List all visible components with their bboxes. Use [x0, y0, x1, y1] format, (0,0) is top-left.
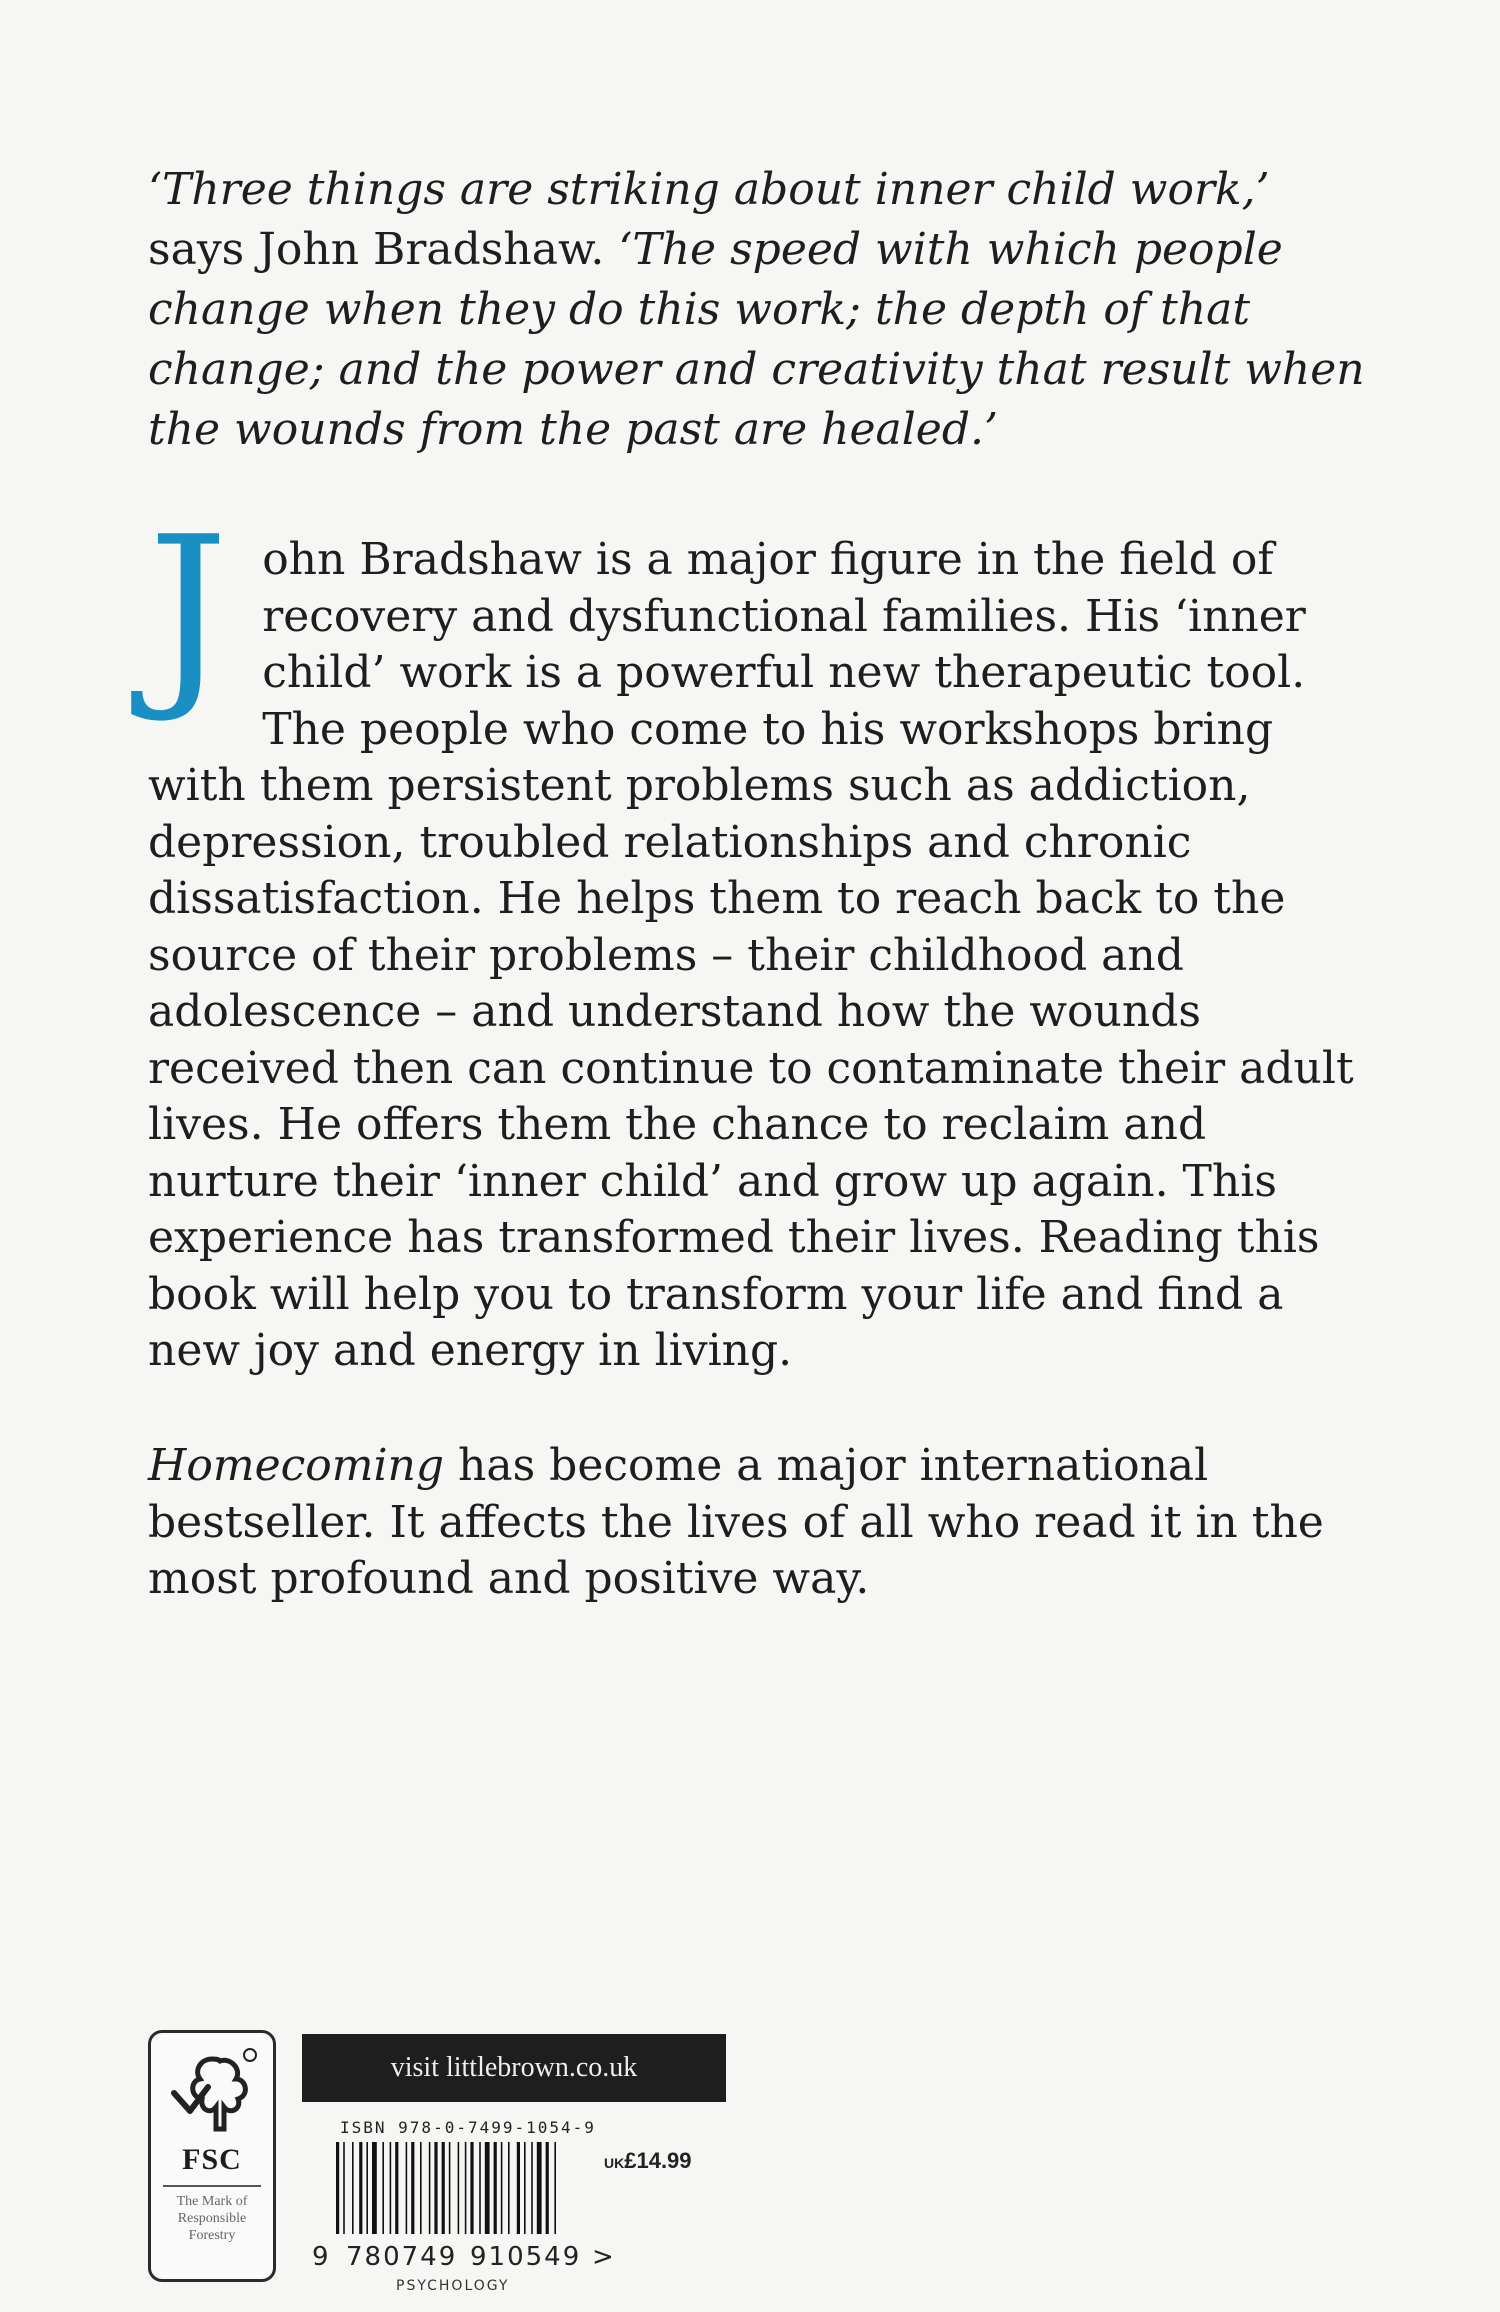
barcode-right-digits: 910549 — [470, 2242, 582, 2272]
barcode-left-digits: 780749 — [346, 2242, 458, 2272]
quote-attribution: says John Bradshaw. — [148, 224, 605, 275]
closing-text: has become a major international bestseller. It affects the lives of all who read it in the most profound and positive way. — [148, 1440, 1324, 1604]
fsc-mark-line2: Responsible — [177, 2211, 247, 2226]
drop-cap: J — [148, 494, 229, 727]
fsc-divider — [163, 2185, 261, 2187]
intro-quote — [148, 160, 1378, 460]
price-value: £14.99 — [624, 2148, 692, 2173]
fsc-mark-line1: The Mark of — [176, 2194, 248, 2209]
fsc-mark-line3: Forestry — [188, 2228, 236, 2243]
quote-continuation: ‘The speed with which people change when they do this work; the depth of that change; and the power and creativity that result when the wounds from the past are healed.’ — [148, 224, 1365, 455]
price-prefix: UK — [604, 2155, 625, 2171]
fsc-label: FSC — [182, 2143, 242, 2176]
barcode-arrow: > — [592, 2242, 614, 2272]
fsc-tree-check-icon — [164, 2045, 260, 2141]
isbn-number: ISBN 978-0-7499-1054-9 — [340, 2118, 596, 2137]
book-category: PSYCHOLOGY — [396, 2278, 510, 2294]
description-text: ohn Bradshaw is a major figure in the field of recovery and dysfunctional families. His ‘inner child’ work is a powerful new therapeutic tool. The people who come to his workshops bring with them persistent problems such as addiction, depression, troubled relationships and chronic dissatisfaction. He helps them to reach back to the source of their problems – their childhood and adolescence – and understand how the wounds received then can continue to contaminate their adult lives. He offers them the chance to reclaim and nurture their ‘inner child’ and grow up again. This experience has transformed their lives. Reading this book will help you to transform your life and find a new joy and energy in living. — [148, 534, 1354, 1376]
barcode-first-digit: 9 — [312, 2242, 329, 2272]
book-title: Homecoming — [148, 1440, 445, 1491]
publisher-url: visit littlebrown.co.uk — [302, 2034, 726, 2102]
closing-paragraph — [148, 1438, 1378, 1608]
quote-opening: ‘Three things are striking about inner child work,’ — [148, 164, 1270, 215]
author-description — [148, 494, 1378, 1380]
price — [604, 2148, 692, 2174]
fsc-logo — [148, 2030, 276, 2282]
barcode — [336, 2142, 596, 2242]
